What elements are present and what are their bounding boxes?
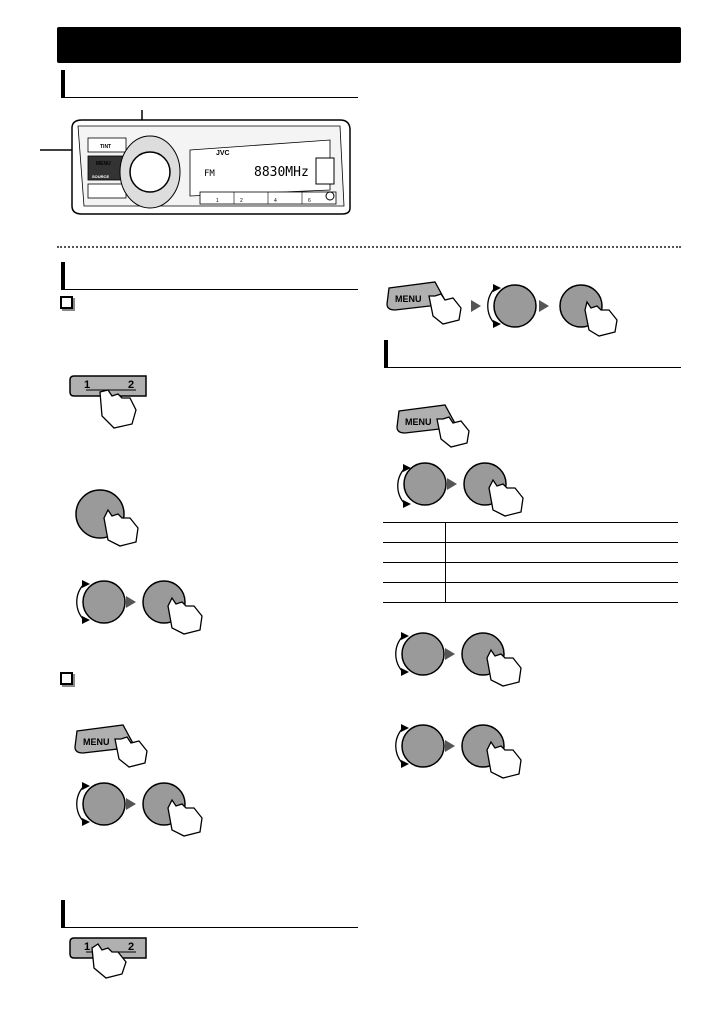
rotate-press-illustration-5 <box>393 718 533 778</box>
section-heading-1 <box>61 70 358 98</box>
source-label: SOURCE <box>92 174 110 179</box>
preset-button-illustration-2 <box>70 938 180 988</box>
table-row <box>383 583 678 603</box>
display-frequency: 8830MHz <box>254 165 309 180</box>
title-bar <box>57 27 681 63</box>
arrow-right-icon <box>445 740 455 752</box>
arrow-right-icon <box>471 300 481 312</box>
section-heading-4 <box>384 340 681 368</box>
subheading-marker-1 <box>60 296 73 309</box>
car-stereo-illustration <box>40 110 360 220</box>
arrow-right-icon <box>447 478 457 490</box>
preset-btn-left: 1 <box>84 379 91 391</box>
table-row <box>383 563 678 583</box>
arrow-right-icon <box>126 798 136 810</box>
menu-label: MENU <box>96 161 111 167</box>
menu-btn-label: MENU <box>395 294 422 304</box>
section-heading-2 <box>61 262 358 290</box>
menu-btn-label: MENU <box>405 417 432 427</box>
preset-btn-left: 1 <box>84 941 91 953</box>
menu-button-illustration-2 <box>395 405 485 455</box>
subheading-marker-2 <box>60 672 73 685</box>
arrow-right-icon <box>539 300 549 312</box>
preset-button-illustration-1 <box>70 376 180 436</box>
preset-label-4: 4 <box>274 198 277 204</box>
hand-press-icon <box>429 294 461 324</box>
table-row <box>383 543 678 563</box>
knob-press-illustration <box>74 488 154 548</box>
rotate-press-illustration-3 <box>395 458 535 518</box>
menu-btn-label: MENU <box>83 737 110 747</box>
rotate-press-illustration-2 <box>74 776 214 836</box>
settings-table <box>383 522 678 603</box>
preset-label-1: 1 <box>216 198 219 204</box>
section-divider <box>57 246 681 248</box>
menu-rotate-press-illustration <box>385 282 625 338</box>
preset-btn-right: 2 <box>128 379 135 391</box>
arrow-right-icon <box>445 648 455 660</box>
rotate-press-illustration-4 <box>393 626 533 686</box>
preset-btn-right: 2 <box>128 941 135 953</box>
preset-label-6: 6 <box>308 198 311 204</box>
menu-button-illustration-1 <box>73 725 163 775</box>
table-row <box>383 523 678 543</box>
brand-logo: JVC <box>216 150 230 157</box>
preset-label-2: 2 <box>240 198 243 204</box>
arrow-right-icon <box>126 596 136 608</box>
section-heading-3 <box>61 900 358 928</box>
display-band: FM <box>204 169 215 179</box>
rotate-press-illustration-1 <box>74 574 214 634</box>
tint-label: TINT <box>100 144 112 150</box>
